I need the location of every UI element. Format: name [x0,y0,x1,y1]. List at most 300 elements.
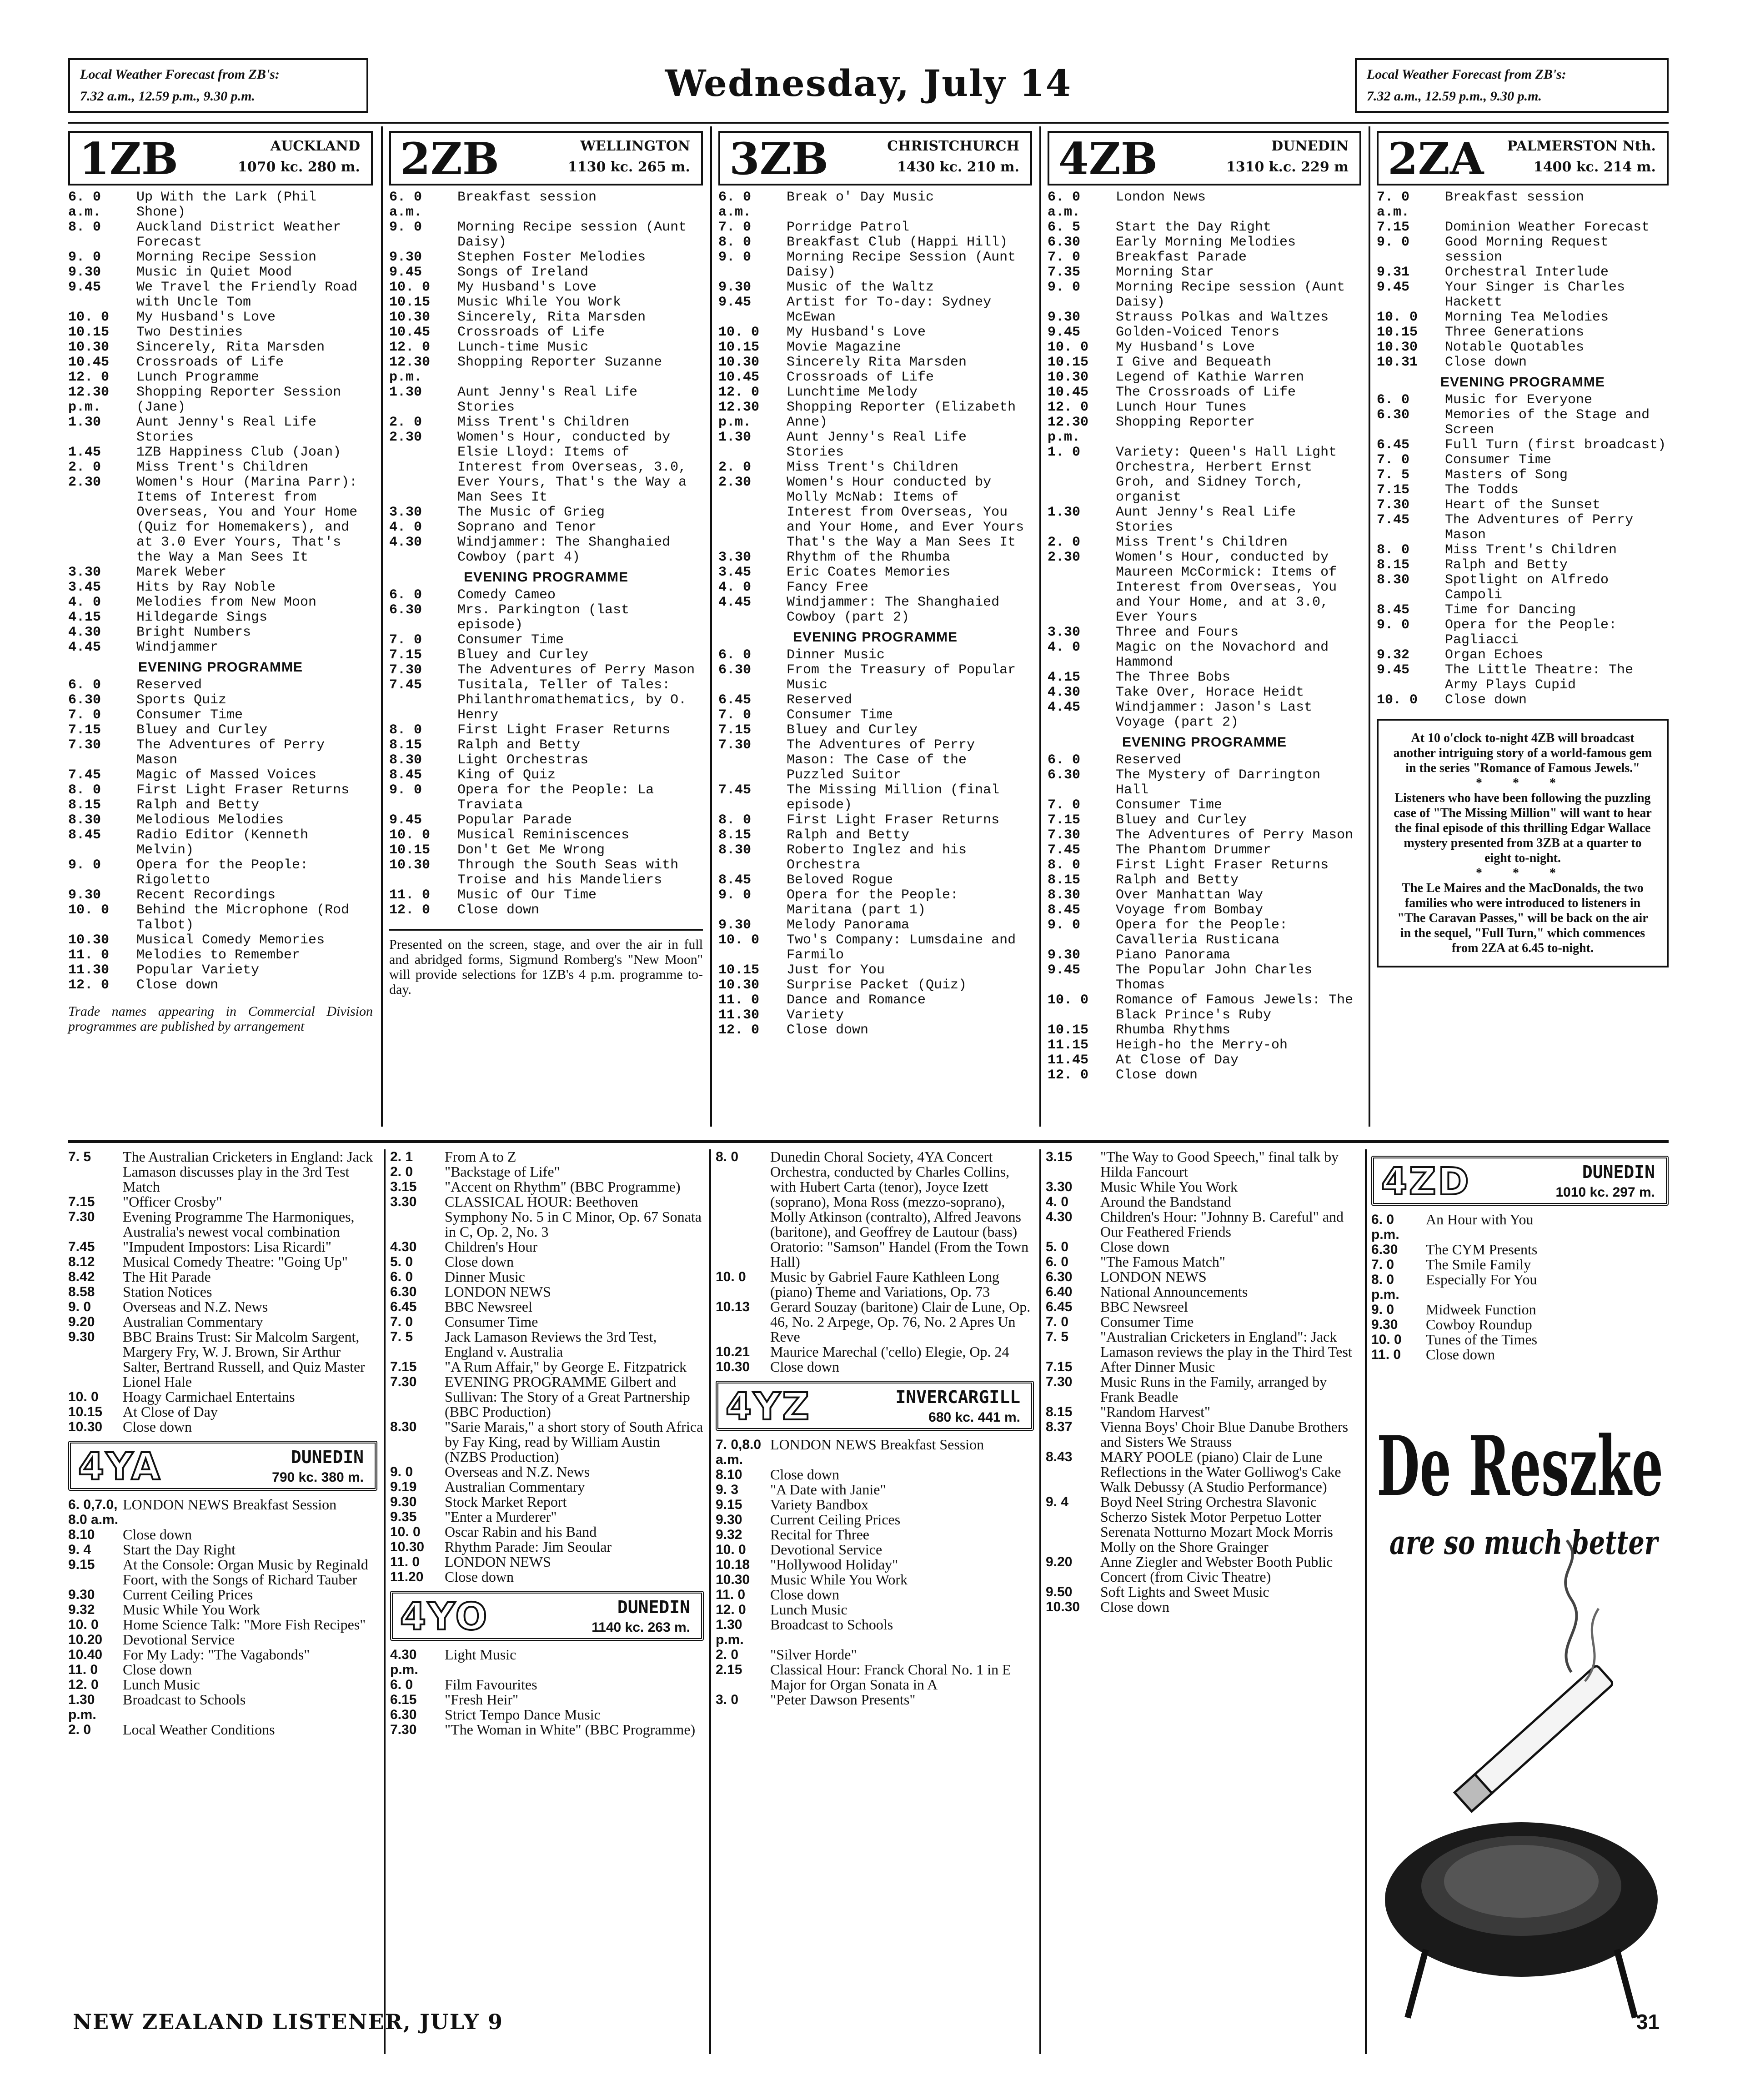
schedule-entry [389,385,703,415]
schedule-entry [390,1149,704,1164]
schedule-entry [1048,798,1361,813]
entry-time: 9.35 [390,1509,417,1524]
schedule-entry [68,1404,377,1419]
entry-time: 5. 0 [390,1254,413,1269]
entry-programme: "Officer Crosby" [123,1193,222,1210]
entry-programme: Hildegarde Sings [136,610,268,625]
entry-programme: Sincerely, Rita Marsden [457,310,646,325]
entry-time: 9.45 [68,280,101,295]
entry-time: 10.30 [1377,340,1418,355]
schedule-entry [68,445,373,460]
schedule-entry [390,1284,704,1299]
entry-programme: Masters of Song [1445,467,1568,483]
entry-programme: Lunch Music [123,1676,200,1693]
schedule-entry [1046,1449,1359,1494]
entry-programme: An Hour with You [1426,1211,1534,1228]
schedule-entry [1048,903,1361,918]
schedule-entry [68,858,373,888]
entry-time: 10.30 [68,932,110,948]
entry-programme: For My Lady: "The Vagabonds" [123,1646,310,1663]
schedule-entry [389,220,703,250]
entry-time: 9. 0 [1377,617,1410,633]
entry-time: 6.30 [718,662,752,678]
entry-time: 10.15 [718,340,760,355]
entry-time: 10.40 [68,1647,103,1662]
entry-programme: Breakfast session [457,190,597,205]
entry-programme: My Husband's Love [136,310,276,325]
entry-programme: Vienna Boys' Choir Blue Danube Brothers and Sisters We Strauss [1100,1418,1349,1450]
entry-time: 10.15 [68,325,110,340]
entry-programme: From A to Z [445,1148,516,1165]
schedule-entry [389,723,703,738]
entry-time: 11. 0 [718,992,760,1008]
schedule-entry [1048,385,1361,400]
entry-time: 12. 0 [718,385,760,400]
entry-programme: Dinner Music [445,1268,525,1285]
entry-time: 10.15 [1377,325,1418,340]
entry-time: 10. 0 [1048,340,1089,355]
page-date: Wednesday, July 14 [665,62,1072,105]
entry-time: 4. 0 [1048,640,1081,655]
schedule-entry [718,663,1032,693]
entry-programme: My Husband's Love [457,280,597,295]
entry-programme: Melodies to Remember [136,947,301,963]
entry-time: 10.30 [68,340,110,355]
entry-time: 10.45 [718,370,760,385]
entry-time: 4. 0 [389,520,422,535]
entry-time: 7.30 [68,1209,95,1224]
entry-programme: Aunt Jenny's Real Life Stories [787,430,967,460]
entry-time: 7. 0 [718,220,752,235]
entry-programme: Ralph and Betty [136,797,260,813]
entry-time: 4.15 [68,610,101,625]
schedule-entry [68,738,373,768]
entry-programme: Consumer Time [457,632,564,648]
schedule-entry [718,888,1032,918]
entry-programme: Local Weather Conditions [123,1721,275,1738]
schedule-entry [718,190,1032,220]
entry-time: 8.12 [68,1254,95,1269]
entry-time: 10. 0 [68,1617,99,1632]
entry-programme: Sincerely, Rita Marsden [136,340,325,355]
schedule-entry [389,678,703,723]
schedule-entry [1048,310,1361,325]
entry-time: 6. 0 a.m. [389,190,422,220]
entry-time: 9.30 [68,265,101,280]
entry-programme: Gerard Souzay (baritone) Clair de Lune, Op. 46, No. 2 Arpege, Op. 76, No. 2 Apres Un Reve [770,1298,1031,1345]
entry-time: 11. 0 [68,1662,98,1677]
schedule-entry [68,1254,377,1269]
entry-time: 6. 0 [389,587,422,603]
entry-programme: Shopping Reporter Suzanne [457,355,662,370]
schedule-entry [1377,513,1669,543]
entry-time: 12. 0 [1048,1068,1089,1083]
schedule-entry [1046,1374,1359,1404]
entry-programme: Artist for To-day: Sydney McEwan [787,295,992,325]
schedule-entry [1048,858,1361,873]
schedule-entry [390,1554,704,1569]
evening-programme-heading: EVENING PROGRAMME [1440,375,1605,390]
schedule-entry [716,1557,1034,1572]
entry-time: 7. 0 [718,707,752,723]
schedule-entry [68,1299,377,1314]
schedule-entry [1377,280,1669,310]
station-box [389,131,703,185]
schedule-entry [1046,1209,1359,1239]
entry-programme: "Fresh Heir" [445,1691,519,1708]
entry-time: 9.15 [716,1497,742,1512]
entry-programme: Variety Bandbox [770,1496,868,1513]
schedule-entry [390,1464,704,1479]
entry-time: 6. 0 p.m. [1371,1212,1399,1242]
entry-time: 2.30 [1048,550,1081,565]
schedule-entry [68,310,373,325]
entry-time: 11. 0 [68,947,110,963]
schedule-entry [1377,648,1669,663]
entry-programme: Shopping Reporter (Elizabeth Anne) [787,400,1016,430]
station-call-sign: 4ZB [1058,133,1158,185]
entry-time: 10.30 [389,857,431,873]
station-column-4zb [1048,131,1361,1131]
announcement-paragraph: Listeners who have been following the puzzling case of "The Missing Million" will want to hear the final episode of this thrilling Edgar Wallace mystery presented from 3ZB at a quarter to eight to-night. [1394,791,1652,865]
entry-time: 9.30 [389,250,422,265]
entry-programme: Magic on the Novachord and Hammond [1116,640,1329,670]
entry-time: 12. 0 [718,1022,760,1038]
entry-programme: At Close of Day [1116,1053,1239,1068]
entry-programme: Mrs. Parkington (last episode) [457,602,630,633]
schedule-entry [389,768,703,783]
schedule-entry [68,948,373,963]
entry-programme: Porridge Patrol [787,220,910,235]
schedule-entry [389,843,703,858]
entry-programme: Bright Numbers [136,625,251,640]
schedule-entry [390,1677,704,1692]
schedule-entry [68,933,373,948]
schedule-entry [716,1662,1034,1692]
entry-programme: Classical Hour: Franck Choral No. 1 in E Major for Organ Sonata in A [770,1661,1011,1693]
entry-time: 6.30 [1046,1269,1073,1284]
entry-time: 11.15 [1048,1037,1089,1053]
entry-time: 9.30 [68,1587,95,1602]
entry-time: 2. 0 [389,415,422,430]
entry-time: 7. 0,8.0 a.m. [716,1437,762,1467]
entry-programme: Crossroads of Life [136,355,284,370]
schedule-entry [718,475,1032,550]
entry-time: 8.45 [1048,902,1081,918]
entry-time: 3.15 [1046,1149,1073,1164]
entry-programme: Popular Variety [136,962,260,978]
schedule-entry [68,220,373,250]
station-column-2za [1377,131,1669,1131]
entry-time: 2. 0 [68,1722,91,1737]
entry-time: 7.45 [1377,512,1410,528]
entry-time: 7.45 [718,782,752,798]
station-column-1zb [68,131,373,1131]
schedule-entry [390,1419,704,1464]
entry-programme: Notable Quotables [1445,340,1585,355]
entry-programme: 1ZB Happiness Club (Joan) [136,445,341,460]
schedule-entry [389,535,703,565]
entry-programme: Three and Fours [1116,625,1239,640]
entry-programme: Songs of Ireland [457,265,589,280]
entry-time: 8. 0 [68,220,101,235]
entry-programme: Through the South Seas with Troise and his Mandeliers [457,857,679,888]
schedule-entry [716,1497,1034,1512]
column-divider [710,126,712,1127]
entry-time: 12. 0 [716,1602,746,1617]
station-column-2zb [389,131,703,1131]
entry-programme: The Little Theatre: The Army Plays Cupid [1445,662,1634,693]
column-divider [709,1149,711,2054]
entry-programme: "Sarie Marais," a short story of South Africa by Fay King, read by William Austin (NZBS Production) [445,1418,703,1465]
entry-programme: BBC Newsreel [445,1298,532,1315]
schedule-entry [390,1569,704,1584]
entry-programme: Close down [445,1569,514,1585]
entry-programme: Bluey and Curley [457,647,589,663]
schedule-entry [716,1647,1034,1662]
schedule-entry [389,280,703,295]
entry-time: 10.20 [68,1632,103,1647]
weather-note-left [68,58,368,113]
entry-time: 11. 0 [389,887,431,903]
schedule-entry [68,678,373,693]
entry-time: 6. 0 a.m. [68,190,101,220]
schedule-entry [68,325,373,340]
entry-programme: Surprise Packet (Quiz) [787,977,967,993]
schedule-entry [1046,1494,1359,1554]
entry-time: 10. 0 [1371,1332,1402,1347]
schedule-entry [1377,355,1669,370]
schedule-entry [1371,1302,1669,1317]
entry-programme: Overseas and N.Z. News [445,1463,590,1480]
entry-programme: Cowboy Roundup [1426,1316,1532,1333]
entry-programme: The Adventures of Perry Mason [1445,512,1634,543]
entry-programme: The Australian Cricketers in England: Jack Lamason discusses play in the 3rd Test Match [123,1148,373,1195]
schedule-entry [1046,1359,1359,1374]
entry-programme: Especially For You [1426,1271,1537,1288]
entry-programme: King of Quiz [457,767,556,783]
entry-programme: Windjammer: Jason's Last Voyage (part 2) [1116,700,1313,730]
entry-time: 6.45 [1377,437,1410,453]
entry-programme: Don't Get Me Wrong [457,842,605,858]
entry-programme: Lunchtime Melody [787,385,918,400]
entry-time: 6.30 [68,692,101,708]
entry-time: 9. 0 [718,887,752,903]
entry-programme: Maurice Marechal ('cello) Elegie, Op. 24 [770,1343,1009,1360]
entry-programme: Devotional Service [770,1541,883,1558]
entry-time: 12.30 p.m. [389,355,431,385]
schedule-entry [68,580,373,595]
entry-programme: Music While You Work [770,1571,908,1588]
schedule-entry [68,1677,377,1692]
entry-programme: The Mystery of Darrington Hall [1116,767,1321,798]
station-call-sign: 3ZB [729,133,829,185]
entry-time: 6. 5 [1048,220,1081,235]
schedule-entry [389,250,703,265]
entry-time: 8.45 [718,872,752,888]
station-frequency: 1310 k.c. 229 m [1226,159,1349,175]
entry-time: 4.45 [68,640,101,655]
entry-programme: Morning Star [1116,265,1214,280]
entry-time: 3.30 [718,550,752,565]
schedule-entry [68,475,373,565]
entry-time: 5. 0 [1046,1239,1069,1254]
schedule-entry [1048,550,1361,625]
schedule-entry [1377,558,1669,573]
entry-time: 7.15 [1046,1359,1073,1374]
entry-programme: The Adventures of Perry Mason [136,737,325,768]
entry-programme: LONDON NEWS [1100,1268,1207,1285]
schedule-entry [718,280,1032,295]
entry-programme: Three Generations [1445,325,1585,340]
entry-time: 9.30 [390,1494,417,1509]
station-box [1377,131,1669,185]
schedule-entry [68,1587,377,1602]
station-box [716,1381,1034,1431]
entry-time: 10.30 [389,310,431,325]
schedule-entry [1377,325,1669,340]
entry-programme: Close down [1100,1238,1169,1255]
entry-programme: Consumer Time [136,707,243,723]
station-frequency: 790 kc. 380 m. [272,1470,364,1485]
station-call-sign: 4YA [78,1445,162,1489]
schedule-entry [68,640,373,655]
entry-programme: The Three Bobs [1116,670,1231,685]
entry-time: 8.45 [1377,602,1410,618]
entry-programme: LONDON NEWS Breakfast Session [770,1436,984,1453]
entry-programme: Consumer Time [787,707,893,723]
schedule-entry [68,1632,377,1647]
entry-time: 8.43 [1046,1449,1073,1464]
schedule-entry [718,295,1032,325]
entry-programme: Devotional Service [123,1631,235,1648]
schedule-entry [1048,948,1361,963]
schedule-entry [68,1209,377,1239]
entry-programme: Legend of Kathie Warren [1116,370,1304,385]
entry-programme: Close down [136,977,219,993]
entry-time: 9.20 [1046,1554,1073,1569]
entry-time: 10. 0 [389,280,431,295]
entry-time: 9.30 [1048,310,1081,325]
entry-programme: The Adventures of Perry Mason: The Case of the Puzzled Suitor [787,737,975,783]
schedule-entry [68,978,373,993]
entry-time: 9.30 [68,887,101,903]
entry-programme: The Phantom Drummer [1116,842,1272,858]
schedule-entry [718,918,1032,933]
entry-time: 7. 0 [1371,1257,1394,1272]
schedule-entry [1048,828,1361,843]
entry-programme: Film Favourites [445,1676,537,1693]
schedule-entry [68,1269,377,1284]
entry-programme: Sports Quiz [136,692,227,708]
schedule-entry [718,235,1032,250]
schedule-entry [68,370,373,385]
entry-time: 6.30 [390,1284,417,1299]
entry-time: 3.15 [390,1179,417,1194]
station-box [68,1441,377,1491]
entry-time: 9. 4 [68,1542,91,1557]
entry-time: 10.30 [1048,370,1089,385]
station-frequency: 1140 kc. 263 m. [592,1620,690,1635]
schedule-entry [68,355,373,370]
schedule-entry [390,1194,704,1239]
entry-programme: Tusitala, Teller of Tales: Philanthromathematics, by O. Henry [457,677,687,723]
entry-time: 10. 0 [716,1269,746,1284]
entry-programme: Eric Coates Memories [787,565,951,580]
schedule-entry [68,1722,377,1737]
entry-programme: BBC Brains Trust: Sir Malcolm Sargent, Margery Fry, W. J. Brown, Sir Arthur Salter, Bertrand Russell, and Quiz Master Lionel Hale [123,1328,365,1390]
schedule-entry [389,265,703,280]
entry-programme: Behind the Microphone (Rod Talbot) [136,902,350,933]
entry-time: 2. 0 [716,1647,739,1662]
station-city: WELLINGTON [580,138,690,154]
entry-time: 6.30 [1048,235,1081,250]
entry-time: 10.30 [1046,1599,1080,1614]
entry-time: 8.15 [1048,872,1081,888]
entry-programme: Start the Day Right [1116,220,1272,235]
schedule-entry [68,565,373,580]
entry-time: 8.30 [1377,572,1410,588]
entry-programme: Lunch Music [770,1601,847,1618]
entry-time: 9.30 [718,280,752,295]
schedule-entry [1371,1212,1669,1242]
page-footer [68,2010,1669,2037]
entry-programme: Windjammer [136,640,219,655]
entry-time: 10.15 [1048,1022,1089,1038]
schedule-entry [1377,498,1669,513]
schedule-entry [68,1389,377,1404]
entry-programme: The Smile Family [1426,1256,1531,1273]
schedule-entry [718,648,1032,663]
entry-time: 7. 0 [389,632,422,648]
entry-programme: Voyage from Bombay [1116,902,1264,918]
entry-time: 4. 0 [68,595,101,610]
entry-time: 11.20 [390,1569,424,1584]
entry-time: 6.40 [1046,1284,1073,1299]
schedule-entry [1048,535,1361,550]
entry-programme: Beloved Rogue [787,872,893,888]
schedule-entry [389,738,703,753]
entry-time: 7.30 [390,1374,417,1389]
entry-programme: Popular Parade [457,812,572,828]
schedule-entry [68,693,373,708]
entry-time: 9.45 [718,295,752,310]
schedule-entry [1046,1404,1359,1419]
entry-programme: My Husband's Love [1116,340,1255,355]
schedule-entry [390,1359,704,1374]
evening-programme-heading: EVENING PROGRAMME [138,660,303,675]
schedule-entry [68,783,373,798]
entry-time: 10.31 [1377,355,1418,370]
entry-time: 6.30 [1048,767,1081,783]
schedule-entry [1377,265,1669,280]
schedule-entry [1048,843,1361,858]
entry-time: 1.30 p.m. [68,1692,96,1722]
entry-time: 8. 0 [68,782,101,798]
entry-programme: Breakfast session [1445,190,1585,205]
entry-time: 7. 0 [1377,452,1410,468]
schedule-entry [718,693,1032,708]
entry-time: 9.30 [718,917,752,933]
entry-time: 9. 4 [1046,1494,1069,1509]
entry-time: 8.30 [390,1419,417,1434]
entry-time: 9.45 [389,265,422,280]
entry-programme: Morning Recipe session (Aunt Daisy) [1116,280,1345,310]
schedule-entry [389,648,703,663]
entry-time: 4.45 [718,595,752,610]
entry-time: 9.30 [1371,1317,1398,1332]
entry-programme: Hoagy Carmichael Entertains [123,1388,295,1405]
